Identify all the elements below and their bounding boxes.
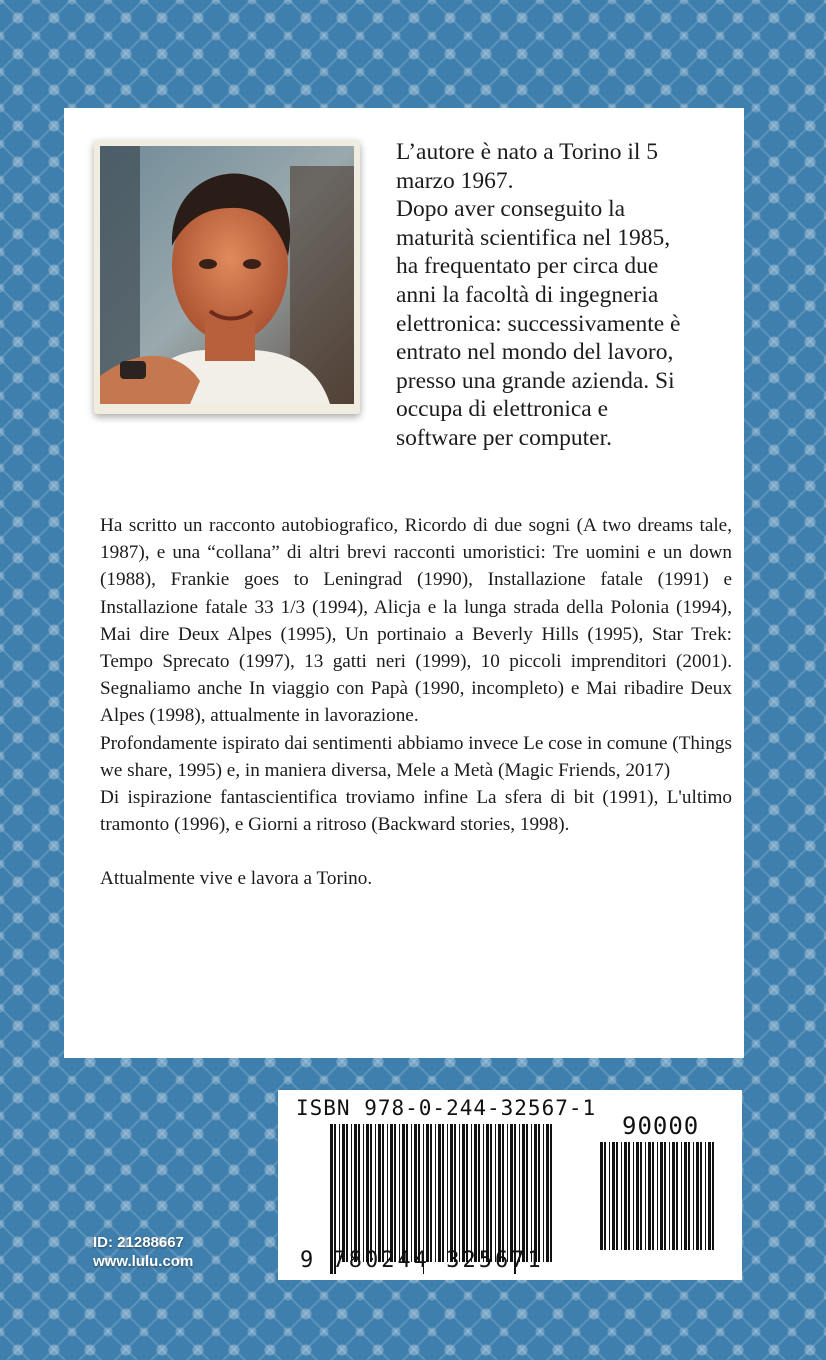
barcode-bar <box>442 1124 444 1262</box>
publisher-id: ID: 21288667 <box>93 1234 184 1251</box>
intro-line: Dopo aver conseguito la <box>396 196 626 223</box>
barcode-bar <box>346 1124 348 1262</box>
barcode-bar <box>705 1142 706 1250</box>
barcode-bar <box>693 1142 694 1250</box>
barcode-bar <box>652 1142 654 1250</box>
barcode-bar <box>633 1142 634 1250</box>
barcode-bar <box>621 1142 622 1250</box>
barcode-bar <box>418 1124 420 1262</box>
barcode-bar <box>708 1142 711 1250</box>
barcode-bar <box>402 1124 405 1262</box>
barcode-bar <box>534 1124 537 1262</box>
barcode-bar <box>435 1124 436 1262</box>
barcode-bar <box>604 1142 606 1250</box>
barcode-bar <box>382 1124 384 1262</box>
barcode-bar <box>526 1124 528 1262</box>
barcode-bar <box>538 1124 540 1262</box>
bio-closing: Attualmente vive e lavora a Torino. <box>100 868 373 890</box>
author-intro <box>396 138 736 453</box>
barcode-bar <box>696 1142 699 1250</box>
barcode-bar <box>490 1124 492 1262</box>
barcode-bar <box>339 1124 340 1262</box>
barcode-bar <box>351 1124 352 1262</box>
barcode-bar <box>390 1124 393 1262</box>
barcode-bar <box>669 1142 670 1250</box>
barcode-bar <box>426 1124 429 1262</box>
barcode-bar <box>447 1124 448 1262</box>
barcode-bar <box>399 1124 400 1262</box>
barcode-bar <box>387 1124 388 1262</box>
barcode-bar <box>358 1124 360 1262</box>
barcode-bar <box>462 1124 465 1262</box>
barcode-bar <box>354 1124 357 1262</box>
barcode-bar <box>370 1124 372 1262</box>
barcode-bar <box>394 1124 396 1262</box>
barcode-bar <box>543 1124 544 1262</box>
barcode-bar <box>628 1142 630 1250</box>
barcode-bar <box>438 1124 441 1262</box>
barcode-bar <box>522 1124 525 1262</box>
barcode-bar <box>676 1142 678 1250</box>
isbn-barcode-box <box>278 1090 742 1280</box>
publisher-info <box>93 1233 193 1271</box>
barcode-bar <box>664 1142 666 1250</box>
barcode-bar <box>363 1124 364 1262</box>
intro-line: entrato nel mondo del lavoro, <box>396 339 674 366</box>
publisher-website: www.lulu.com <box>93 1253 194 1270</box>
barcode-bar <box>624 1142 627 1250</box>
bio-paragraph: Profondamente ispirato dai sentimenti abbiamo invece Le cose in comune (Things we share, 1995) e, in maniera diversa, Mele a Metà (Magic Friends, 2017) <box>100 732 732 781</box>
barcode-bar <box>507 1124 508 1262</box>
barcode-bar <box>681 1142 682 1250</box>
bio-paragraph: Di ispirazione fantascientifica troviamo infine La sfera di bit (1991), L'ultimo tramonto (1996), e Giorni a ritroso (Backward stories, 1998). <box>100 787 732 836</box>
barcode-bar <box>519 1124 520 1262</box>
barcode-bar <box>486 1124 489 1262</box>
barcode-bar <box>660 1142 663 1250</box>
addon-barcode-bars <box>600 1142 720 1262</box>
content-panel <box>64 108 744 1058</box>
barcode-bar <box>478 1124 480 1262</box>
barcode-bar <box>672 1142 675 1250</box>
barcode-bar <box>454 1124 456 1262</box>
barcode-bar <box>342 1124 345 1262</box>
bio-paragraph: Ha scritto un racconto autobiografico, Ricordo di due sogni (A two dreams tale, 1987), e una “collana” di altri brevi racconti umoristici: Tre uomini e un down (1988), Frankie goes to Leningrad (1990), Installazione fatale (1991) e Installazione fatale 33 1/3 (1994), Alicja e la lunga strada della Polonia (1994), Mai dire Deux Alpes (1995), Un portinaio a Beverly Hills (1995), Star Trek: Tempo Sprecato (1997), 13 gatti neri (1999), 10 piccoli imprenditori (2001). Segnaliamo anche In viaggio con Papà (1990, incompleto) e Mai ribadire Deux Alpes (1998), attualmente in lavorazione. <box>100 515 732 727</box>
barcode-bar <box>510 1124 513 1262</box>
barcode-bar <box>648 1142 651 1250</box>
barcode-bar <box>636 1142 639 1250</box>
barcode-bar <box>378 1124 381 1262</box>
intro-line: maturità scientifica nel 1985, <box>396 224 671 251</box>
barcode-bar <box>700 1142 702 1250</box>
barcode-bar <box>459 1124 460 1262</box>
barcode-bar <box>502 1124 504 1262</box>
barcode-bar <box>406 1124 408 1262</box>
intro-line: L’autore è nato a Torino il 5 <box>396 139 659 165</box>
barcode-bar <box>498 1124 501 1262</box>
barcode-bar <box>546 1124 549 1262</box>
intro-line: marzo 1967. <box>396 167 514 194</box>
intro-line: presso una grande azienda. Si <box>396 367 675 394</box>
barcode-bar <box>712 1142 714 1250</box>
barcode-bar <box>450 1124 453 1262</box>
barcode-bar <box>640 1142 642 1250</box>
barcode-bar <box>430 1124 432 1262</box>
barcode-bar <box>375 1124 376 1262</box>
barcode-bar <box>684 1142 687 1250</box>
barcode-bar <box>411 1124 412 1262</box>
barcode-bar <box>466 1124 468 1262</box>
barcode-bar <box>483 1124 484 1262</box>
intro-line: elettronica: successivamente è <box>396 310 681 337</box>
barcode-bar <box>600 1142 603 1250</box>
barcode-bar <box>657 1142 658 1250</box>
author-bibliography <box>100 512 732 893</box>
barcode-bar <box>414 1124 417 1262</box>
barcode-bar <box>645 1142 646 1250</box>
barcode-bar <box>612 1142 615 1250</box>
ean-digits: 9 780244 325671 <box>300 1248 544 1273</box>
barcode-bar <box>550 1124 552 1262</box>
intro-line: software per computer. <box>396 424 612 451</box>
barcode-bar <box>616 1142 618 1250</box>
price-code: 90000 <box>622 1112 700 1140</box>
intro-line: ha frequentato per circa due <box>396 253 659 280</box>
barcode-bar <box>474 1124 477 1262</box>
author-photo <box>94 140 360 414</box>
barcode-bar <box>366 1124 369 1262</box>
barcode-bar <box>609 1142 610 1250</box>
barcode-bar <box>688 1142 690 1250</box>
barcode-bar <box>531 1124 532 1262</box>
intro-line: occupa di elettronica e <box>396 396 609 423</box>
isbn-label: ISBN 978-0-244-32567-1 <box>296 1096 597 1120</box>
barcode-bar <box>495 1124 496 1262</box>
author-portrait-image <box>100 146 354 404</box>
intro-line: anni la facoltà di ingegneria <box>396 281 659 308</box>
barcode-bar <box>471 1124 472 1262</box>
